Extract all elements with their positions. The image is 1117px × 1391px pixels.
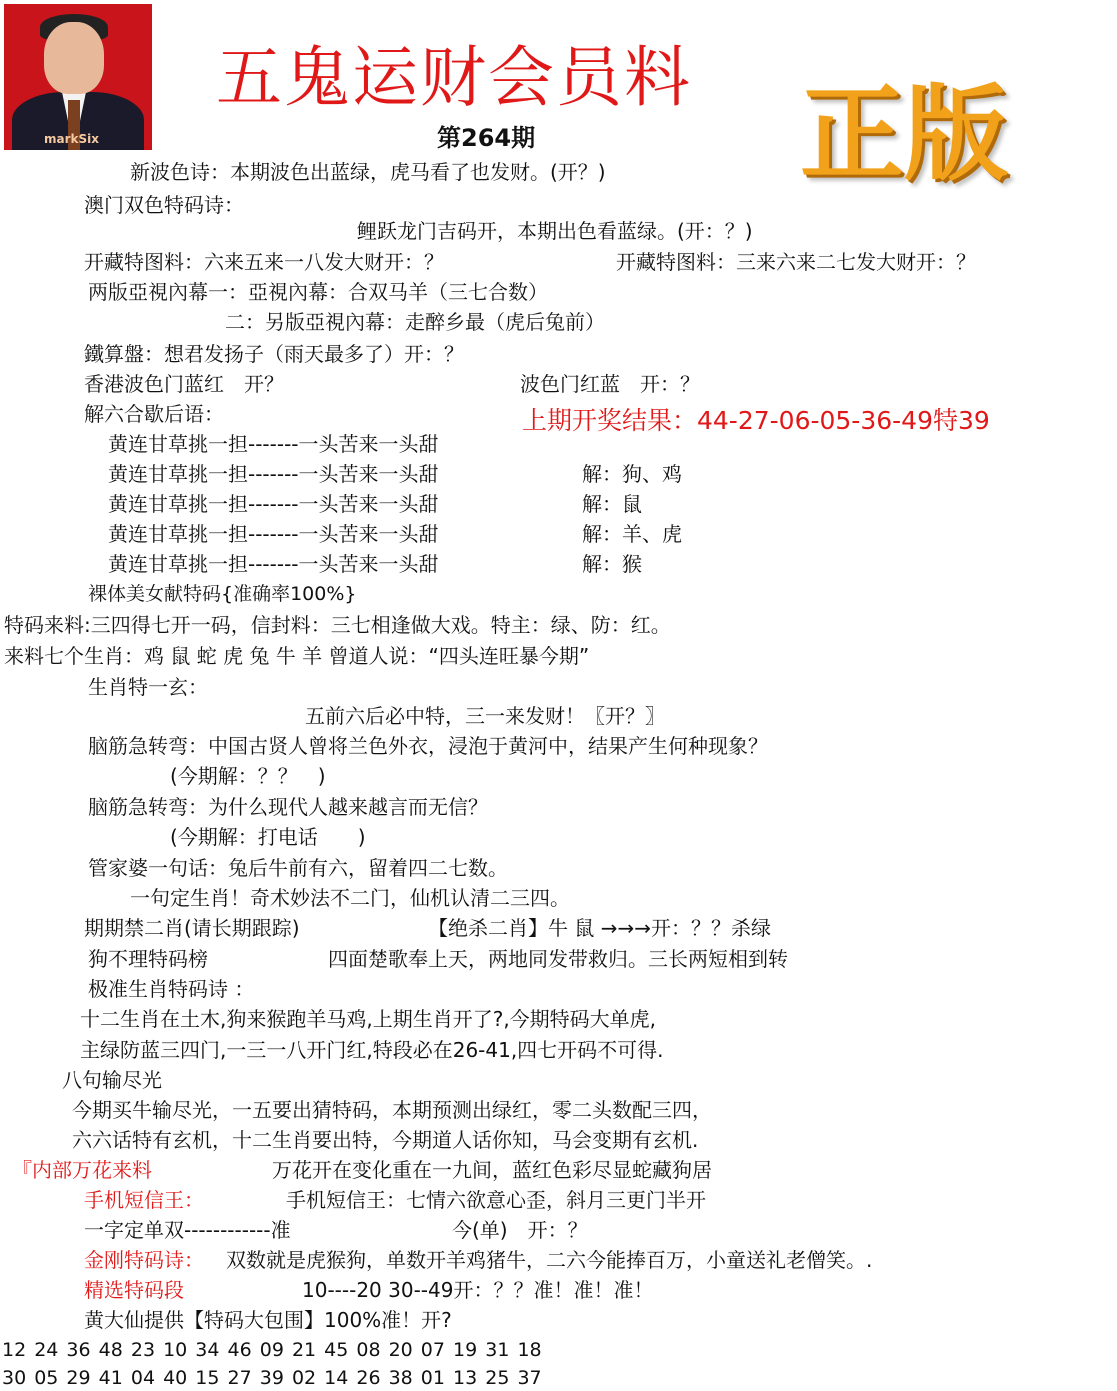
riddle-answer: 解：狗、鸡 xyxy=(582,462,682,486)
riddle-line: 黄连甘草挑一担-------一头苦来一头甜 xyxy=(108,492,439,516)
accurate-zodiac-label: 极准生肖特码诗 ： xyxy=(88,977,255,1001)
brain-teaser-1-answer: (今期解：？？ ) xyxy=(170,764,326,788)
issue-number: 第264期 xyxy=(437,124,536,152)
inner-flowers-label: 『内部万花来料 xyxy=(12,1158,152,1182)
special-code-offer: 裸体美女献特码{准确率100%} xyxy=(88,583,357,605)
atv-inside-2: 二：另版亞視內幕：走醉乡最（虎后兔前） xyxy=(225,310,605,334)
odd-even-result: 今(单) 开：？ xyxy=(452,1218,588,1242)
selected-range-label: 精选特码段 xyxy=(84,1278,184,1302)
genuine-badge: 正版 xyxy=(800,72,1009,195)
one-line-zodiac: 一句定生肖！奇术妙法不二门，仙机认清二三四。 xyxy=(130,886,570,910)
inner-flowers: 万花开在变化重在一九间，蓝红色彩尽显蛇藏狗居 xyxy=(272,1158,712,1182)
riddle-answer: 解：猴 xyxy=(582,552,642,576)
hidden-pic-2: 开藏特图料：三来六来二七发大财开：？ xyxy=(616,250,976,274)
photo-face xyxy=(44,22,104,94)
riddle-line: 黄连甘草挑一担-------一头苦来一头甜 xyxy=(108,522,439,546)
number-row-2: 30 05 29 41 04 40 15 27 39 02 14 26 38 01 13 25 37 xyxy=(2,1367,542,1389)
macau-poem: 鲤跃龙门吉码开，本期出色看蓝绿。(开：？) xyxy=(357,219,753,243)
atv-inside-1: 两版亞視內幕一：亞視內幕：合双马羊（三七合数） xyxy=(88,280,548,304)
hidden-pic-1: 开藏特图料：六来五来一八发大财开：？ xyxy=(84,250,444,274)
sms-king: 手机短信王：七情六欲意心歪，斜月三更门半开 xyxy=(286,1188,706,1212)
banned-zodiac-label: 期期禁二肖(请长期跟踪) xyxy=(84,916,300,940)
riddle-answer: 解：鼠 xyxy=(582,492,642,516)
dog-ignore-poem: 四面楚歌奉上天，两地同发带救归。三长两短相到转 xyxy=(328,947,788,971)
author-photo xyxy=(4,4,152,150)
macau-poem-label: 澳门双色特码诗： xyxy=(84,193,244,217)
diamond-poem-label: 金刚特码诗： xyxy=(84,1248,204,1272)
eight-lines-2: 六六话特有玄机，十二生肖要出特，今期道人话你知，马会变期有玄机. xyxy=(72,1128,699,1152)
riddle-line: 黄连甘草挑一担-------一头苦来一头甜 xyxy=(108,462,439,486)
riddle-line: 黄连甘草挑一担-------一头苦来一头甜 xyxy=(108,552,439,576)
wave-color-poem: 新波色诗：本期波色出蓝绿，虎马看了也发财。(开？) xyxy=(130,160,606,184)
riddle-answer: 解：羊、虎 xyxy=(582,522,682,546)
sms-king-label: 手机短信王： xyxy=(84,1188,204,1212)
riddle-label: 解六合歇后语： xyxy=(84,402,224,426)
brain-teaser-1: 脑筋急转弯：中国古贤人曾将兰色外衣，浸泡于黄河中，结果产生何种现象？ xyxy=(88,734,768,758)
brain-teaser-2: 脑筋急转弯：为什么现代人越来越言而无信？ xyxy=(88,795,488,819)
riddle-line: 黄连甘草挑一担-------一头苦来一头甜 xyxy=(108,432,439,456)
dog-ignore-label: 狗不理特码榜 xyxy=(88,947,208,971)
zodiac-poem-1: 十二生肖在土木,狗来猴跑羊马鸡,上期生肖开了?,今期特码大单虎, xyxy=(80,1007,657,1031)
odd-even-label: 一字定单双------------准 xyxy=(84,1218,291,1242)
zodiac-mystery: 五前六后必中特，三一来发财！〖开？〗 xyxy=(305,704,665,728)
zodiac-mystery-label: 生肖特一玄： xyxy=(88,675,208,699)
number-row-1: 12 24 36 48 23 10 34 46 09 21 45 08 20 07 19 31 18 xyxy=(2,1339,542,1361)
diamond-poem: 双数就是虎猴狗，单数开羊鸡猪牛，二六今能捧百万，小童送礼老僧笑。. xyxy=(226,1248,873,1272)
eight-lines-1: 今期买牛输尽光，一五要出猜特码，本期预测出绿红，零二头数配三四， xyxy=(72,1098,712,1122)
hk-wave-color: 香港波色门蓝红 开？ xyxy=(84,372,284,396)
eight-lines-label: 八句输尽光 xyxy=(62,1068,162,1092)
last-draw-result: 上期开奖结果：44-27-06-05-36-49特39 xyxy=(522,406,990,435)
selected-range: 10----20 30--49开：？？准！准！准！ xyxy=(302,1278,654,1302)
page-title: 五鬼运财会员料 xyxy=(216,39,692,116)
wave-color-door: 波色门红蓝 开：？ xyxy=(520,372,700,396)
zodiac-poem-2: 主绿防蓝三四门,一三一八开门红,特段必在26-41,四七开码不可得. xyxy=(80,1038,664,1062)
seven-zodiac: 来料七个生肖：鸡 鼠 蛇 虎 兔 牛 羊 曾道人说：“四头连旺暴今期” xyxy=(4,644,590,668)
brain-teaser-2-answer: (今期解：打电话 ) xyxy=(170,825,366,849)
iron-abacus: 鐵算盤：想君发扬子（雨天最多了）开：？ xyxy=(84,342,464,366)
housekeeper-quote: 管家婆一句话：兔后牛前有六，留着四二七数。 xyxy=(88,856,508,880)
kill-two-zodiac: 【绝杀二肖】牛 鼠 →→→开：？？杀绿 xyxy=(428,916,771,940)
wong-tai-sin-label: 黄大仙提供【特码大包围】100%准！开? xyxy=(84,1308,452,1332)
special-code-source: 特码来料:三四得七开一码，信封料：三七相逢做大戏。特主：绿、防：红。 xyxy=(4,613,671,637)
photo-watermark: markSix xyxy=(44,132,99,146)
